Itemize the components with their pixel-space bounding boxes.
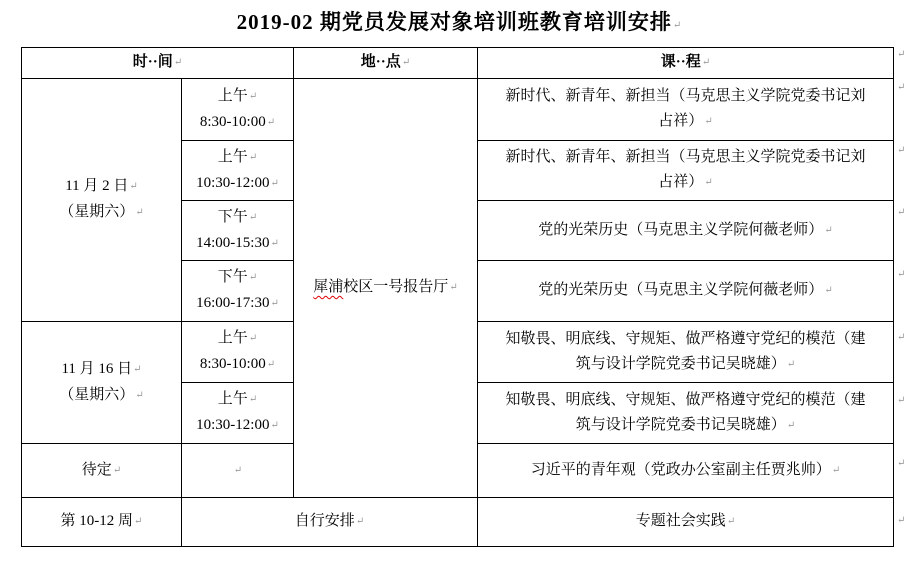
paragraph-mark: ↵ — [270, 237, 279, 249]
end-of-row-mark: ↵ — [897, 458, 906, 469]
time-cell-pm1[interactable]: 下午↵ 14:00-15:30↵ — [182, 201, 294, 261]
paragraph-mark: ↵ — [248, 90, 258, 102]
time-cell-am2[interactable]: 上午↵ 10:30-12:00↵ — [182, 383, 294, 444]
header-cell-place[interactable]: 地··点↵ — [294, 48, 478, 79]
paragraph-mark: ↵ — [824, 224, 833, 236]
paragraph-mark: ↵ — [701, 57, 711, 68]
table-row — [22, 498, 894, 547]
paragraph-mark: ↵ — [248, 272, 258, 283]
paragraph-mark: ↵ — [266, 359, 276, 370]
paragraph-mark: ↵ — [704, 177, 713, 188]
end-of-row-mark: ↵ — [897, 515, 906, 526]
paragraph-mark: ↵ — [355, 516, 365, 527]
course-cell[interactable]: 习近平的青年观（党政办公室副主任贾兆帅）↵ — [478, 444, 894, 498]
time-cell-empty[interactable] — [182, 444, 294, 498]
paragraph-mark: ↵ — [248, 333, 258, 344]
paragraph-mark: ↵ — [248, 151, 258, 163]
course-cell[interactable]: 党的光荣历史（马克思主义学院何薇老师）↵ — [478, 201, 894, 261]
training-schedule-table — [21, 47, 894, 547]
paragraph-mark: ↵ — [133, 363, 142, 375]
paragraph-mark: ↵ — [704, 116, 713, 127]
table-header-row — [22, 48, 894, 79]
time-cell-am1[interactable]: 上午↵ 8:30-10:00↵ — [182, 79, 294, 141]
date-cell-nov16[interactable]: 11 月 16 日↵ （星期六）↵ — [22, 322, 182, 444]
paragraph-mark: ↵ — [824, 285, 833, 296]
end-of-row-mark: ↵ — [897, 82, 906, 93]
time-cell-am2[interactable]: 上午↵ 10:30-12:00↵ — [182, 141, 294, 201]
paragraph-mark: ↵ — [233, 464, 243, 476]
paragraph-mark: ↵ — [135, 207, 144, 218]
paragraph-mark: ↵ — [831, 464, 841, 476]
date-cell-weeks[interactable]: 第 10-12 周↵ — [22, 498, 182, 547]
paragraph-mark: ↵ — [248, 394, 258, 405]
paragraph-mark: ↵ — [672, 20, 682, 31]
title-text: 2019-02 期党员发展对象培训班教育培训安排 — [236, 10, 672, 34]
course-cell[interactable]: 专题社会实践↵ — [478, 498, 894, 547]
paragraph-mark: ↵ — [449, 282, 458, 293]
date-cell-tbd[interactable]: 待定↵ — [22, 444, 182, 498]
paragraph-mark: ↵ — [786, 358, 796, 370]
end-of-row-mark: ↵ — [897, 207, 906, 218]
paragraph-mark: ↵ — [726, 516, 736, 527]
time-cell-pm2[interactable]: 下午↵ 16:00-17:30↵ — [182, 261, 294, 322]
paragraph-mark: ↵ — [270, 177, 279, 189]
end-of-row-mark: ↵ — [897, 395, 906, 406]
paragraph-mark: ↵ — [112, 464, 122, 476]
course-cell[interactable]: 党的光荣历史（马克思主义学院何薇老师）↵ — [478, 261, 894, 322]
course-cell[interactable]: 新时代、新青年、新担当（马克思主义学院党委书记刘 占祥）↵ — [478, 141, 894, 201]
paragraph-mark: ↵ — [135, 389, 144, 401]
header-cell-time[interactable]: 时··间↵ — [22, 48, 294, 79]
paragraph-mark: ↵ — [786, 419, 796, 431]
course-cell[interactable]: 新时代、新青年、新担当（马克思主义学院党委书记刘 占祥）↵ — [478, 79, 894, 141]
paragraph-mark: ↵ — [129, 181, 138, 192]
end-of-row-mark: ↵ — [897, 332, 906, 343]
paragraph-mark: ↵ — [270, 420, 279, 431]
time-cell-am1[interactable]: 上午↵ 8:30-10:00↵ — [182, 322, 294, 383]
end-of-row-mark: ↵ — [897, 145, 906, 156]
document-title[interactable] — [0, 6, 918, 36]
date-cell-nov2[interactable]: 11 月 2 日↵ （星期六）↵ — [22, 79, 182, 322]
self-arranged-cell[interactable]: 自行安排↵ — [182, 498, 478, 547]
end-of-row-mark: ↵ — [897, 49, 906, 60]
course-cell[interactable]: 知敬畏、明底线、守规矩、做严格遵守党纪的模范（建 筑与设计学院党委书记吴晓雄）↵ — [478, 383, 894, 444]
spellcheck-flagged-text: 犀浦 — [313, 279, 344, 295]
end-of-row-mark: ↵ — [897, 269, 906, 280]
paragraph-mark: ↵ — [173, 57, 183, 68]
header-cell-course[interactable]: 课··程↵ — [478, 48, 894, 79]
table-row — [22, 79, 894, 141]
paragraph-mark: ↵ — [134, 516, 143, 527]
paragraph-mark: ↵ — [266, 116, 276, 128]
paragraph-mark: ↵ — [248, 211, 258, 223]
paragraph-mark: ↵ — [401, 57, 411, 68]
location-cell[interactable]: 犀浦校区一号报告厅↵ — [294, 79, 478, 498]
course-cell[interactable]: 知敬畏、明底线、守规矩、做严格遵守党纪的模范（建 筑与设计学院党委书记吴晓雄）↵ — [478, 322, 894, 383]
paragraph-mark: ↵ — [270, 298, 279, 309]
